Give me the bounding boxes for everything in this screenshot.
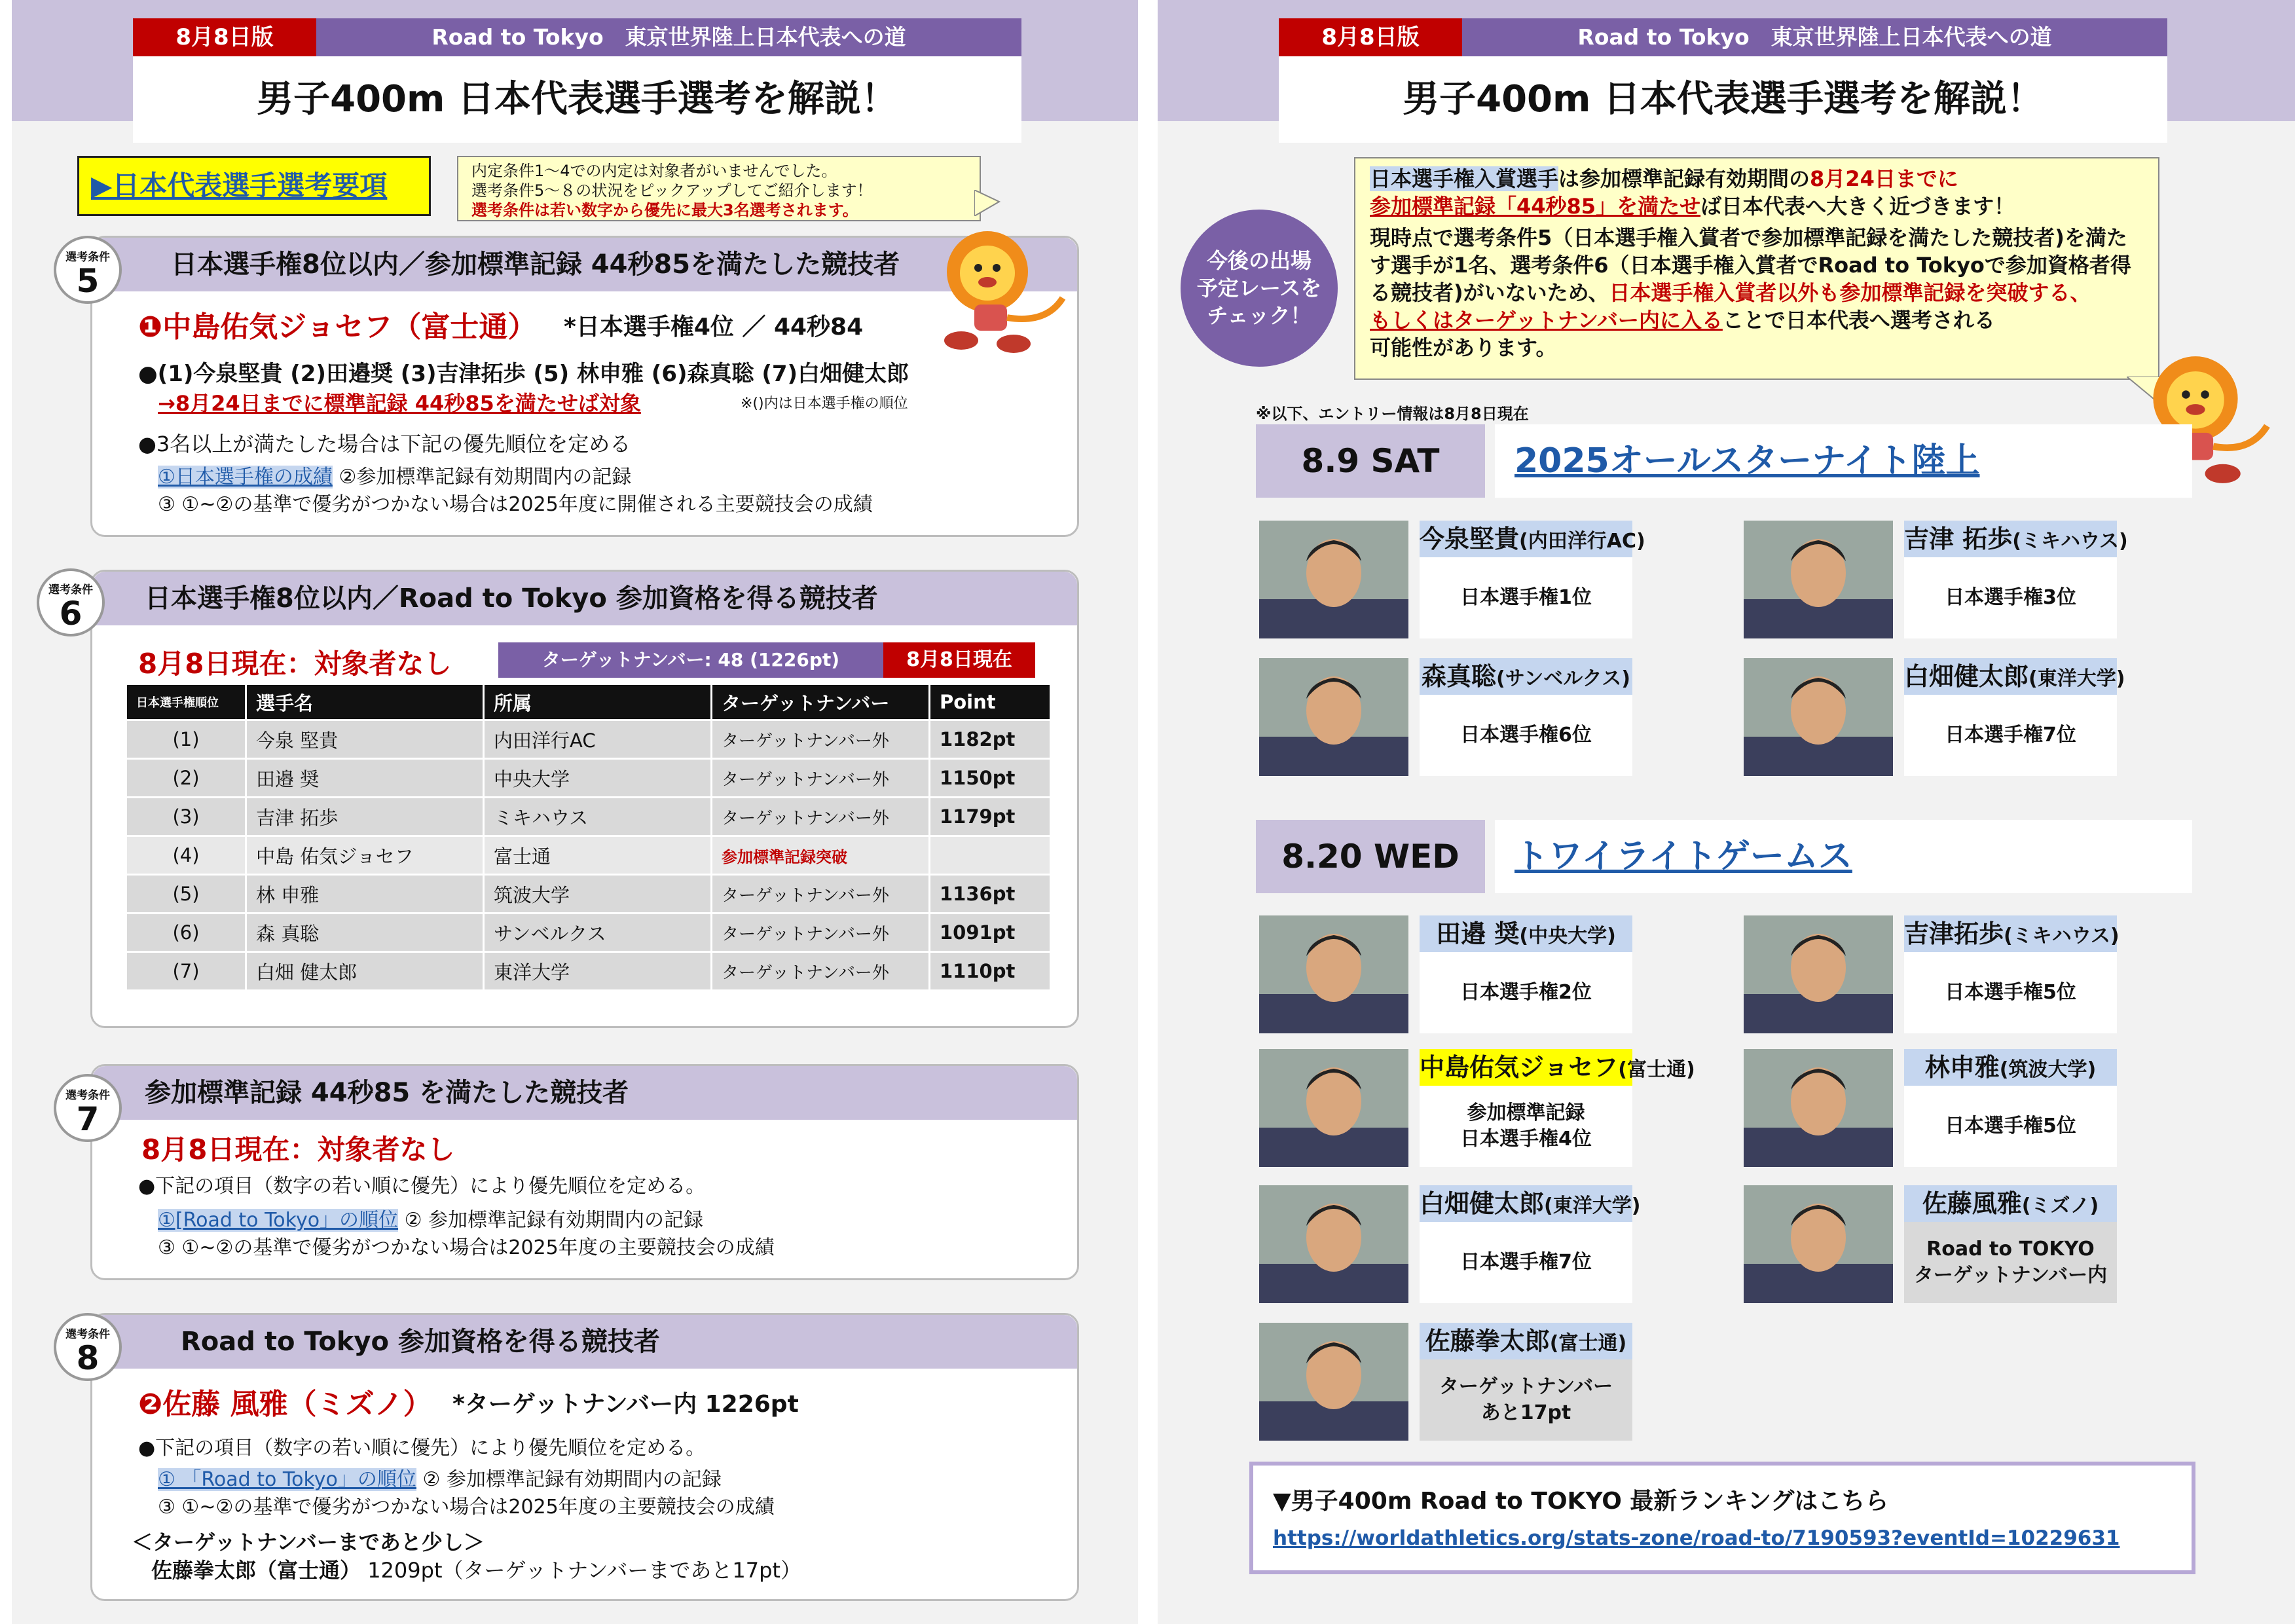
priority-3: ③ ①~②の基準で優劣がつかない場合は2025年度の主要競技会の成績: [158, 1496, 775, 1519]
priority-rule: ●下記の項目（数字の若い順に優先）により優先順位を定める。: [138, 1175, 706, 1198]
priority-line: [158, 460, 631, 489]
cell-point: 1150pt: [930, 760, 1050, 796]
table-row: [127, 721, 1050, 758]
athlete-name-text: 吉津拓歩: [1904, 919, 2004, 948]
cell-rank: (6): [127, 914, 245, 951]
athlete-photo-icon: [1744, 1049, 1893, 1167]
priority-rule: ●下記の項目（数字の若い順に優先）により優先順位を定める。: [138, 1437, 706, 1460]
col-target: ターゲットナンバー: [712, 685, 928, 719]
callout-tail: [974, 190, 1001, 216]
athlete-photo: [1259, 1049, 1408, 1167]
cell-target: ターゲットナンバー外: [712, 953, 928, 989]
cell-rank: (3): [127, 798, 245, 835]
ranking-table: [125, 683, 1052, 991]
event-date: 8.20 WED: [1256, 820, 1485, 893]
near-target-heading: ＜ターゲットナンバーまであと少し＞: [132, 1530, 485, 1555]
condition-label: 選考条件: [65, 1328, 110, 1341]
condition-badge-6: [37, 568, 105, 637]
athlete-card: [1420, 521, 1645, 638]
athlete-photo-icon: [1259, 1049, 1408, 1167]
athlete-card: [1420, 658, 1632, 776]
athlete-name-text: 今泉堅貴: [1420, 525, 1520, 553]
athlete-photo-icon: [1744, 658, 1893, 776]
priority-3: ③ ①~②の基準で優劣がつかない場合は2025年度に開催される主要競技会の成績: [158, 493, 873, 516]
athlete-photo-icon: [1259, 658, 1408, 776]
entry-note: ※以下、エントリー情報は8月8日現在: [1256, 405, 1529, 423]
col-name: 選手名: [247, 685, 483, 719]
athlete-photo: [1259, 521, 1408, 638]
callout-line: 現時点で選考条件5（日本選手権入賞者で参加標準記録を満たした競技者)を満た: [1370, 225, 2127, 250]
cell-team: 内田洋行AC: [485, 721, 710, 758]
cell-point: 1179pt: [930, 798, 1050, 835]
athlete-photo: [1744, 1049, 1893, 1167]
candidate-list: ●(1)今泉堅貴 (2)田邉奨 (3)吉津拓歩 (5) 林申雅 (6)森真聡 (7)白畑健太郎: [138, 361, 909, 387]
athlete-team: (ミキハウス): [2012, 530, 2128, 553]
condition-label: 選考条件: [65, 1089, 110, 1102]
cell-rank: (5): [127, 876, 245, 912]
priority-1: ① 「Road to Tokyo」の順位: [158, 1468, 416, 1491]
athlete-team: (富士通): [1618, 1058, 1695, 1081]
athlete-team: (富士通): [1549, 1332, 1627, 1355]
athlete-desc: 日本選手権3位: [1945, 586, 2076, 609]
callout-red: 8月24日までに: [1810, 166, 1958, 191]
athlete-desc: 日本選手権5位: [1945, 981, 2076, 1004]
athlete-desc: 参加標準記録 日本選手権4位: [1460, 1101, 1592, 1151]
athlete-name: [1420, 1185, 1641, 1222]
callout-line: [1370, 306, 2144, 334]
section-title: Road to Tokyo 参加資格を得る競技者: [92, 1315, 1077, 1369]
athlete-name-text: 森真聡: [1421, 662, 1496, 691]
priority-2: ②参加標準記録有効期間内の記録: [339, 466, 632, 489]
callout-highlight: 日本選手権入賞選手: [1370, 166, 1559, 191]
athlete-name-text: 吉津 拓歩: [1904, 525, 2013, 553]
near-target-line: [151, 1554, 801, 1584]
table-row: [127, 876, 1050, 912]
athlete-team: (サンベルクス): [1496, 667, 1631, 690]
athlete-team: (東洋大学): [2029, 667, 2125, 690]
athlete-name: [1904, 1185, 2117, 1222]
athlete-name-text: 白畑健太郎: [1904, 662, 2029, 691]
ranking-url[interactable]: https://worldathletics.org/stats-zone/road-to/7190593?eventId=10229631: [1273, 1526, 2120, 1550]
condition-number: 7: [76, 1100, 100, 1138]
athlete-name: [1420, 1323, 1632, 1359]
athlete-name: [1904, 521, 2128, 557]
page-title: 男子400m 日本代表選手選考を解説！: [1279, 56, 2167, 143]
condition-badge-8: [54, 1313, 122, 1381]
cell-team: 東洋大学: [485, 953, 710, 989]
cell-point: 1091pt: [930, 914, 1050, 951]
road-banner: Road to Tokyo 東京世界陸上日本代表への道: [1462, 18, 2167, 56]
athlete-name-text: 白畑健太郎: [1420, 1189, 1545, 1218]
athlete-card: [1420, 1049, 1695, 1167]
cell-target: ターゲットナンバー外: [712, 914, 928, 951]
priority-line: [158, 1204, 703, 1232]
cell-name: 林 申雅: [247, 876, 483, 912]
priority-2: ② 参加標準記録有効期間内の記録: [422, 1468, 722, 1491]
athlete-team: (内田洋行AC): [1519, 530, 1645, 553]
athlete-name: [1904, 658, 2125, 695]
cell-rank: (2): [127, 760, 245, 796]
athlete-name-text: 田邉 奨: [1436, 919, 1520, 948]
cell-point: 1110pt: [930, 953, 1050, 989]
cell-team: ミキハウス: [485, 798, 710, 835]
cell-name: 白畑 健太郎: [247, 953, 483, 989]
priority-1: ①[Road to Tokyo」の順位: [158, 1209, 399, 1232]
athlete-team: (筑波大学): [1999, 1058, 2097, 1081]
section-7: [90, 1064, 1079, 1280]
cell-target: ターゲットナンバー外: [712, 721, 928, 758]
cell-name: 中島 佑気ジョセフ: [247, 837, 483, 874]
callout-text: る競技者): [1370, 280, 1463, 305]
cell-team: 筑波大学: [485, 876, 710, 912]
athlete-name: [1420, 915, 1632, 952]
cell-team: サンベルクス: [485, 914, 710, 951]
athlete-name-text: 佐藤拳太郎: [1425, 1327, 1550, 1356]
page-title: 男子400m 日本代表選手選考を解説！: [133, 56, 1021, 143]
callout-line: [1370, 279, 2144, 306]
athlete-note: *ターゲットナンバー内 1226pt: [452, 1391, 799, 1418]
athlete-card: [1420, 1185, 1641, 1303]
near-target-points: 1209pt（ターゲットナンバーまであと17pt）: [367, 1558, 801, 1583]
athlete-photo-icon: [1259, 915, 1408, 1033]
info-callout: [1354, 157, 2159, 380]
table-row: [127, 837, 1050, 874]
ranking-box: [1249, 1462, 2195, 1574]
col-point: Point: [930, 685, 1050, 719]
condition-badge-5: [54, 236, 122, 304]
section-title: 参加標準記録 44秒85 を満たした競技者: [92, 1066, 1077, 1120]
cell-target: ターゲットナンバー外: [712, 760, 928, 796]
athlete-name: [1420, 1049, 1695, 1086]
col-rank: 日本選手権順位: [127, 685, 245, 719]
date-badge: 8月8日現在: [883, 642, 1035, 678]
table-row: [127, 914, 1050, 951]
cell-rank: (4): [127, 837, 245, 874]
cell-rank: (7): [127, 953, 245, 989]
right-page: [1158, 0, 2295, 1624]
cell-name: 吉津 拓歩: [247, 798, 483, 835]
guideline-link[interactable]: ▶日本代表選手選考要項: [77, 156, 431, 216]
edition-badge: 8月8日版: [133, 18, 316, 56]
priority-2: ② 参加標準記録有効期間内の記録: [404, 1209, 704, 1232]
callout-line: [1370, 165, 2144, 193]
callout-line: [1370, 193, 2144, 220]
callout-text: がいないため、: [1463, 280, 1609, 305]
athlete-photo: [1259, 1185, 1408, 1303]
ranking-title: ▼男子400m Road to TOKYO 最新ランキングはこちら: [1273, 1488, 1889, 1515]
left-page: [12, 0, 1138, 1624]
condition-number: 6: [59, 595, 83, 633]
cell-rank: (1): [127, 721, 245, 758]
athlete-photo: [1259, 915, 1408, 1033]
cell-name: 田邉 奨: [247, 760, 483, 796]
athlete-desc: ターゲットナンバー あと17pt: [1420, 1359, 1632, 1441]
athlete-photo-icon: [1744, 915, 1893, 1033]
callout-line: 選考条件5～８の状況をピックアップしてご紹介します！: [471, 181, 873, 200]
athlete-desc: 日本選手権1位: [1460, 586, 1592, 609]
left-header: [133, 18, 1021, 143]
condition-badge-7: [54, 1074, 122, 1142]
athlete-desc: 日本選手権5位: [1945, 1115, 2076, 1137]
athlete-photo: [1744, 521, 1893, 638]
cell-point: 1136pt: [930, 876, 1050, 912]
callout-line: す選手が1名、選考条件6（日本選手権入賞者でRoad to Tokyoで参加資格者得: [1370, 253, 2131, 278]
event-link[interactable]: トワイライトゲームス: [1495, 820, 2192, 893]
condition-label: 選考条件: [48, 583, 93, 597]
athlete-name-text: 林申雅: [1924, 1053, 2000, 1082]
athlete-team: (東洋大学): [1544, 1194, 1641, 1217]
callout-note: [457, 156, 981, 221]
athlete-photo-icon: [1259, 1323, 1408, 1441]
athlete-card: [1904, 521, 2128, 638]
cell-name: 森 真聡: [247, 914, 483, 951]
athlete-photo: [1744, 915, 1893, 1033]
callout-text: ことで日本代表へ選考される: [1722, 308, 1995, 333]
table-row: [127, 760, 1050, 796]
condition-label: 選考条件: [65, 251, 110, 264]
athlete-name: [1420, 521, 1645, 557]
callout-red: 参加標準記録「44秒85」を満たせ: [1370, 194, 1701, 219]
athlete-name-text: 佐藤風雅: [1922, 1189, 2022, 1218]
cell-team: 中央大学: [485, 760, 710, 796]
status-text: 8月8日現在：対象者なし: [141, 1134, 455, 1166]
priority-3: ③ ①~②の基準で優劣がつかない場合は2025年度の主要競技会の成績: [158, 1236, 775, 1259]
cell-target: ターゲットナンバー外: [712, 798, 928, 835]
priority-line: [158, 1463, 722, 1492]
athlete-desc: 日本選手権2位: [1460, 981, 1592, 1004]
callout-line: 内定条件1～4での内定は対象者がいませんでした。: [471, 162, 837, 180]
athlete-desc: 日本選手権7位: [1945, 724, 2076, 747]
cell-point: [930, 837, 1050, 874]
priority-1: ①日本選手権の成績: [158, 466, 333, 489]
edition-badge: 8月8日版: [1279, 18, 1462, 56]
athlete-card: [1904, 658, 2125, 776]
athlete-desc: 日本選手権6位: [1460, 724, 1592, 747]
cell-team: 富士通: [485, 837, 710, 874]
priority-rule: ●3名以上が満たした場合は下記の優先順位を定める: [138, 432, 631, 456]
event-link[interactable]: 2025オールスターナイト陸上: [1495, 424, 2192, 498]
condition-number: 5: [76, 262, 100, 300]
condition-number: 8: [76, 1339, 100, 1377]
status-text: 8月8日現在：対象者なし: [138, 648, 452, 680]
athlete-photo-icon: [1259, 1185, 1408, 1303]
athlete-photo-icon: [1259, 521, 1408, 638]
athlete-name: ❶中島佑気ジョセフ（富士通）: [138, 310, 537, 344]
road-banner: Road to Tokyo 東京世界陸上日本代表への道: [316, 18, 1021, 56]
section-title: 日本選手権8位以内／参加標準記録 44秒85を満たした競技者: [92, 238, 1077, 291]
cell-target: 参加標準記録突破: [712, 837, 928, 874]
event-date: 8.9 SAT: [1256, 424, 1485, 498]
schedule-circle: 今後の出場 予定レースを チェック！: [1181, 210, 1338, 367]
cell-name: 今泉 堅貴: [247, 721, 483, 758]
callout-line: 選考条件は若い数字から優先に最大3名選考されます。: [471, 201, 858, 219]
right-header: [1279, 18, 2167, 143]
athlete-card: [1420, 915, 1632, 1033]
athlete-card: [1904, 1049, 2117, 1167]
athlete-card: [1904, 1185, 2117, 1303]
athlete-desc: 日本選手権7位: [1460, 1251, 1592, 1274]
athlete-photo-icon: [1744, 521, 1893, 638]
table-row: [127, 953, 1050, 989]
athlete-name: ❷佐藤 風雅（ミズノ）: [138, 1388, 432, 1421]
athlete-name: [1420, 658, 1632, 695]
athlete-team: (ミキハウス): [2004, 925, 2120, 948]
callout-line: 可能性があります。: [1370, 335, 1557, 360]
table-row: [127, 798, 1050, 835]
callout-text: は参加標準記録有効期間の: [1558, 166, 1810, 191]
callout-red: 日本選手権入賞者以外も参加標準記録を突破する、: [1609, 280, 2091, 305]
lion-mascot-icon: [922, 226, 1079, 357]
col-team: 所属: [485, 685, 710, 719]
athlete-team: (中央大学): [1519, 925, 1616, 948]
athlete-card: [1420, 1323, 1632, 1441]
section-title: 日本選手権8位以内／Road to Tokyo 参加資格を得る競技者: [92, 572, 1077, 625]
athlete-team: (ミズノ): [2021, 1194, 2099, 1217]
callout-text: ば日本代表へ大きく近づきます！: [1700, 194, 2015, 219]
cell-target: ターゲットナンバー外: [712, 876, 928, 912]
callout-red: もしくはターゲットナンバー内に入る: [1370, 308, 1723, 333]
athlete-photo: [1744, 1185, 1893, 1303]
athlete-photo: [1259, 658, 1408, 776]
athlete-photo: [1259, 1323, 1408, 1441]
athlete-photo: [1744, 658, 1893, 776]
athlete-name-text: 中島佑気ジョセフ: [1420, 1053, 1619, 1082]
athlete-note: *日本選手権4位 ／ 44秒84: [564, 314, 864, 341]
athlete-photo-icon: [1744, 1185, 1893, 1303]
section-6: [90, 570, 1079, 1028]
section-8: [90, 1313, 1079, 1601]
deadline-note: →8月24日までに標準記録 44秒85を満たせば対象: [158, 391, 641, 416]
cell-point: 1182pt: [930, 721, 1050, 758]
near-target-name: 佐藤拳太郎（富士通）: [151, 1558, 361, 1583]
athlete-name: [1904, 1049, 2117, 1086]
athlete-name: [1904, 915, 2120, 952]
athlete-card: [1904, 915, 2120, 1033]
athlete-desc: Road to TOKYO ターゲットナンバー内: [1904, 1222, 2117, 1303]
target-number-bar: ターゲットナンバー: 48 (1226pt): [498, 642, 883, 678]
rank-note: ※()内は日本選手権の順位: [741, 396, 908, 412]
